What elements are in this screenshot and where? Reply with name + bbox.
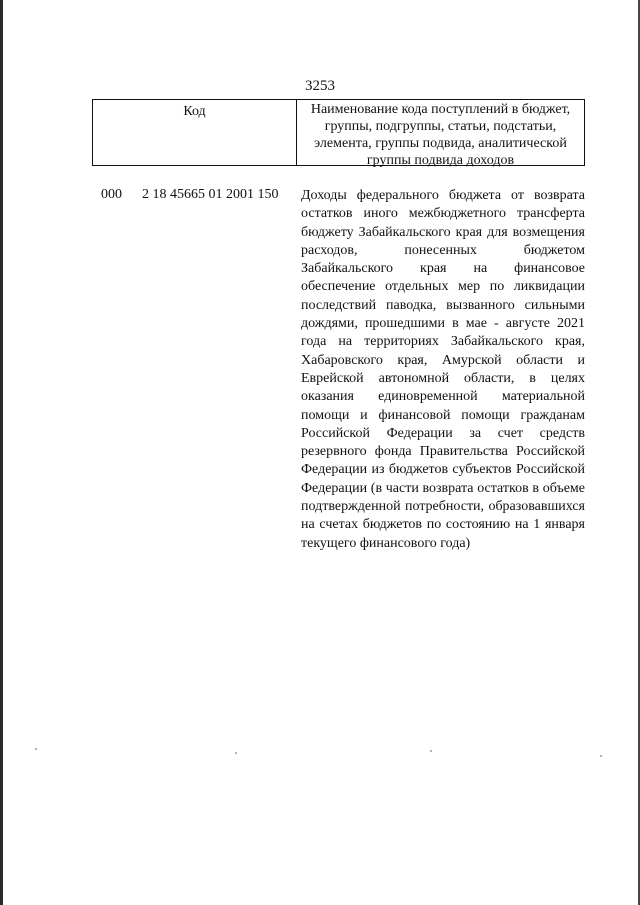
- table-header: [92, 99, 585, 166]
- income-description: Доходы федерального бюджета от возврата остатков иного межбюджетного трансферта бюджету Забайкальского края для возмещения расходов, понесенных бюджетом Забайкальского края на финансовое обеспечение отдельных мер по ликвидации последствий паводка, вызванного сильными дождями, прошедшими в мае - августе 2021 года на территориях Забайкальского края, Хабаровского края, Амурской области и Еврейской автономной области, в целях оказания единовременной материальной помощи и финансовой помощи гражданам Российской Федерации за счет средств резервного фонда Правительства Российской Федерации из бюджетов субъектов Российской Федерации (в части возврата остатков в объеме подтвержденной потребности, образовавшихся на счетах бюджетов по состоянию на 1 января текущего финансового года): [301, 188, 585, 551]
- header-name-column: Наименование кода поступлений в бюджет, группы, подгруппы, статьи, подстатьи, элемента, группы подвида, аналитической группы подвида доходов: [310, 102, 571, 168]
- admin-code: 000: [101, 187, 122, 202]
- income-code: 2 18 45665 01 2001 150: [142, 187, 279, 202]
- page-number: 3253: [305, 78, 335, 94]
- scan-speck: [235, 752, 237, 754]
- scan-speck: [600, 755, 602, 757]
- scan-speck: [35, 748, 37, 750]
- header-code-column: Код: [93, 100, 297, 165]
- scan-left-edge: [0, 0, 3, 905]
- scan-speck: [430, 750, 432, 752]
